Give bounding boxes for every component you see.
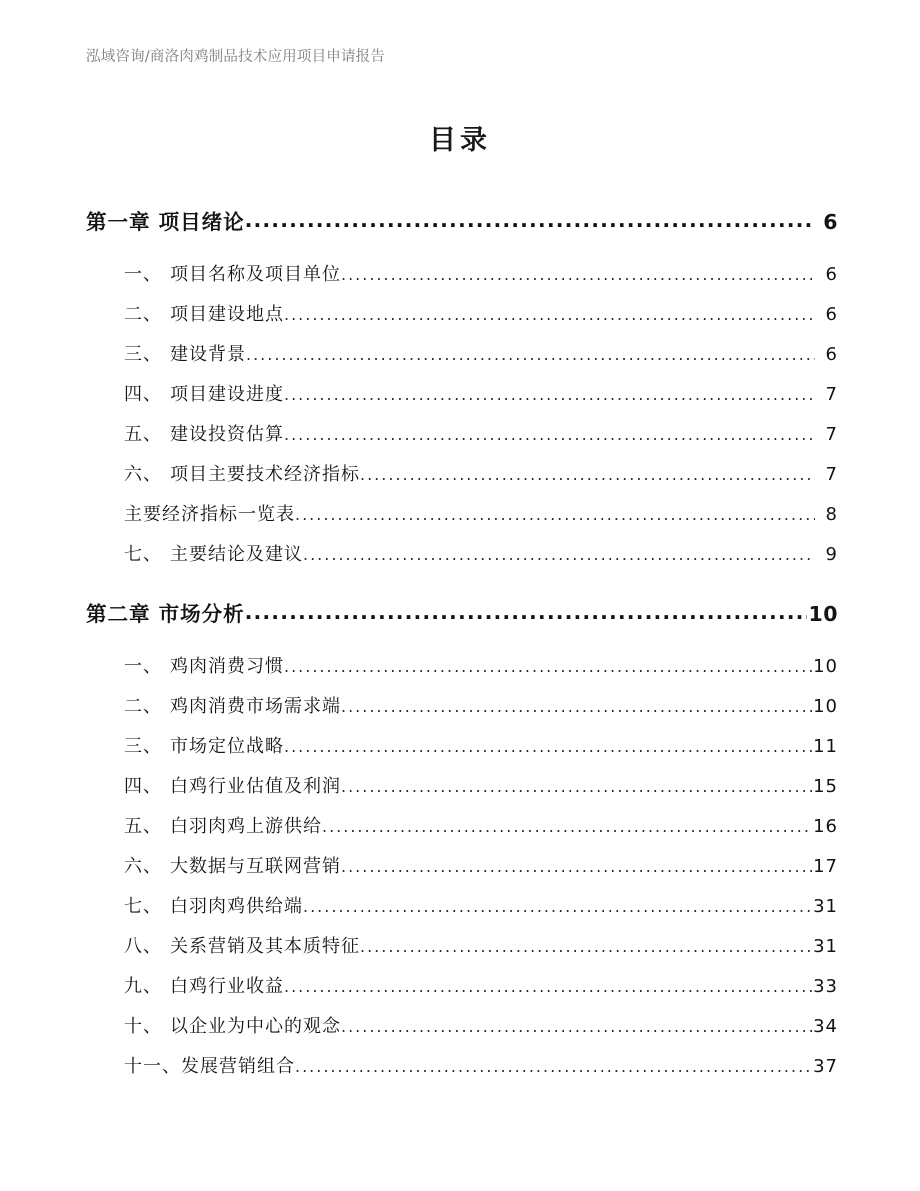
toc-entry-number: 一、 — [124, 264, 162, 285]
toc-entry[interactable] — [86, 636, 838, 676]
dot-leader — [360, 938, 812, 956]
toc-entry-text: 关系营销及其本质特征 — [170, 936, 360, 957]
toc-entry-text: 市场定位战略 — [170, 736, 284, 757]
toc-entry-number: 八、 — [124, 936, 162, 957]
toc-entry-page-number: 7 — [825, 384, 838, 405]
toc-entry-text: 发展营销组合 — [181, 1056, 295, 1077]
toc-entry-text: 项目主要技术经济指标 — [170, 464, 360, 485]
toc-entry-number: 十、 — [124, 1016, 162, 1037]
toc-entry-text: 项目名称及项目单位 — [170, 264, 341, 285]
toc-entry-page-number: 15 — [813, 776, 838, 797]
toc-entry-text: 项目建设地点 — [170, 304, 284, 325]
dot-leader — [245, 212, 813, 233]
dot-leader — [295, 1058, 812, 1076]
toc-entry-label — [124, 306, 284, 324]
toc-entry-page-number: 34 — [813, 1016, 838, 1037]
toc-entry-page-number: 7 — [825, 424, 838, 445]
toc-entry-number: 四、 — [124, 776, 162, 797]
toc-entry-page-number: 33 — [813, 976, 838, 997]
dot-leader — [303, 546, 815, 564]
toc-entry-number: 二、 — [124, 696, 162, 717]
toc-entry[interactable] — [86, 796, 838, 836]
toc-entry-number: 二、 — [124, 304, 162, 325]
toc-entry-text: 白鸡行业估值及利润 — [170, 776, 341, 797]
toc-entry[interactable] — [86, 444, 838, 484]
toc-entry-label — [124, 426, 284, 444]
toc-entry-text: 市场分析 — [158, 601, 245, 626]
toc-entry-page-number: 37 — [813, 1056, 838, 1077]
toc-entry-page-number: 31 — [813, 936, 838, 957]
toc-entry[interactable] — [86, 1036, 838, 1076]
dot-leader — [295, 506, 815, 524]
toc-entry-label — [124, 1058, 295, 1076]
toc-entry-number: 三、 — [124, 736, 162, 757]
dot-leader — [284, 426, 815, 444]
toc-entry-text: 大数据与互联网营销 — [170, 856, 341, 877]
dot-leader — [284, 738, 812, 756]
toc-entry-label — [86, 601, 245, 626]
toc-entry[interactable] — [86, 284, 838, 324]
toc-entry-page-number: 6 — [825, 264, 838, 285]
toc-entry-label — [124, 698, 341, 716]
toc-entry-label — [124, 898, 303, 916]
toc-entry-label — [124, 738, 284, 756]
toc-entry[interactable] — [86, 484, 838, 524]
toc-entry-label — [86, 209, 245, 234]
toc-entry-label — [124, 858, 341, 876]
toc-entry[interactable] — [86, 716, 838, 756]
toc-entry[interactable] — [86, 836, 838, 876]
toc-entry-label — [124, 818, 322, 836]
toc-entry-number: 七、 — [124, 544, 162, 565]
toc-entry-label — [124, 938, 360, 956]
toc-entry-page-number: 8 — [825, 504, 838, 525]
toc-entry-label — [124, 1018, 341, 1036]
toc-entry-page-number: 6 — [825, 344, 838, 365]
toc-entry-number: 十一、 — [124, 1056, 181, 1077]
toc-entry-page-number: 7 — [825, 464, 838, 485]
toc-entry[interactable] — [86, 404, 838, 444]
toc-entry-text: 项目建设进度 — [170, 384, 284, 405]
toc-entry-label — [124, 346, 246, 364]
dot-leader — [341, 778, 812, 796]
toc-entry-number: 一、 — [124, 656, 162, 677]
toc-entry-text: 主要经济指标一览表 — [124, 504, 295, 525]
toc-entry-label — [124, 978, 284, 996]
dot-leader — [284, 978, 812, 996]
toc-entry-number: 四、 — [124, 384, 162, 405]
table-of-contents — [86, 186, 838, 1076]
toc-entry-page-number: 10 — [808, 601, 838, 626]
toc-entry[interactable] — [86, 578, 838, 624]
toc-entry-number: 五、 — [124, 424, 162, 445]
toc-entry-label — [124, 386, 284, 404]
toc-entry-number: 第一章 — [86, 209, 151, 234]
toc-entry-page-number: 10 — [813, 696, 838, 717]
toc-entry-page-number: 9 — [825, 544, 838, 565]
toc-entry[interactable] — [86, 676, 838, 716]
toc-entry-page-number: 6 — [825, 304, 838, 325]
toc-entry[interactable] — [86, 996, 838, 1036]
toc-entry-text: 鸡肉消费习惯 — [170, 656, 284, 677]
toc-entry-page-number: 17 — [813, 856, 838, 877]
toc-entry-text: 建设投资估算 — [170, 424, 284, 445]
dot-leader — [246, 346, 815, 364]
toc-entry-number: 六、 — [124, 464, 162, 485]
toc-entry-text: 白鸡行业收益 — [170, 976, 284, 997]
toc-entry[interactable] — [86, 324, 838, 364]
dot-leader — [360, 466, 815, 484]
dot-leader — [341, 858, 812, 876]
dot-leader — [341, 698, 812, 716]
toc-entry[interactable] — [86, 756, 838, 796]
toc-entry-text: 白羽肉鸡上游供给 — [170, 816, 322, 837]
toc-entry-number: 三、 — [124, 344, 162, 365]
toc-entry[interactable] — [86, 916, 838, 956]
dot-leader — [245, 604, 808, 625]
toc-entry-text: 主要结论及建议 — [170, 544, 303, 565]
dot-leader — [284, 386, 815, 404]
page-title: 目录 — [429, 125, 491, 156]
toc-entry[interactable] — [86, 956, 838, 996]
toc-entry-number: 九、 — [124, 976, 162, 997]
dot-leader — [341, 1018, 812, 1036]
toc-entry-number: 五、 — [124, 816, 162, 837]
toc-entry-page-number: 11 — [813, 736, 838, 757]
dot-leader — [341, 266, 815, 284]
toc-entry[interactable] — [86, 364, 838, 404]
dot-leader — [322, 818, 812, 836]
toc-entry-label — [124, 506, 295, 524]
toc-entry-page-number: 16 — [813, 816, 838, 837]
toc-entry-label — [124, 466, 360, 484]
toc-entry-page-number: 6 — [823, 209, 838, 234]
toc-entry-text: 建设背景 — [170, 344, 246, 365]
toc-entry-number: 第二章 — [86, 601, 151, 626]
toc-entry[interactable] — [86, 186, 838, 232]
toc-entry[interactable] — [86, 876, 838, 916]
toc-entry-text: 白羽肉鸡供给端 — [170, 896, 303, 917]
dot-leader — [284, 658, 812, 676]
toc-entry-label — [124, 546, 303, 564]
toc-entry-page-number: 31 — [813, 896, 838, 917]
toc-entry-label — [124, 266, 341, 284]
dot-leader — [303, 898, 812, 916]
toc-entry-text: 鸡肉消费市场需求端 — [170, 696, 341, 717]
toc-entry-page-number: 10 — [813, 656, 838, 677]
running-header: 泓域咨询/商洛肉鸡制品技术应用项目申请报告 — [86, 49, 386, 65]
toc-entry-number: 七、 — [124, 896, 162, 917]
toc-entry[interactable] — [86, 524, 838, 564]
toc-entry-number: 六、 — [124, 856, 162, 877]
toc-entry-text: 以企业为中心的观念 — [170, 1016, 341, 1037]
toc-entry-label — [124, 658, 284, 676]
toc-entry-text: 项目绪论 — [158, 209, 245, 234]
toc-entry-label — [124, 778, 341, 796]
toc-entry[interactable] — [86, 244, 838, 284]
dot-leader — [284, 306, 815, 324]
